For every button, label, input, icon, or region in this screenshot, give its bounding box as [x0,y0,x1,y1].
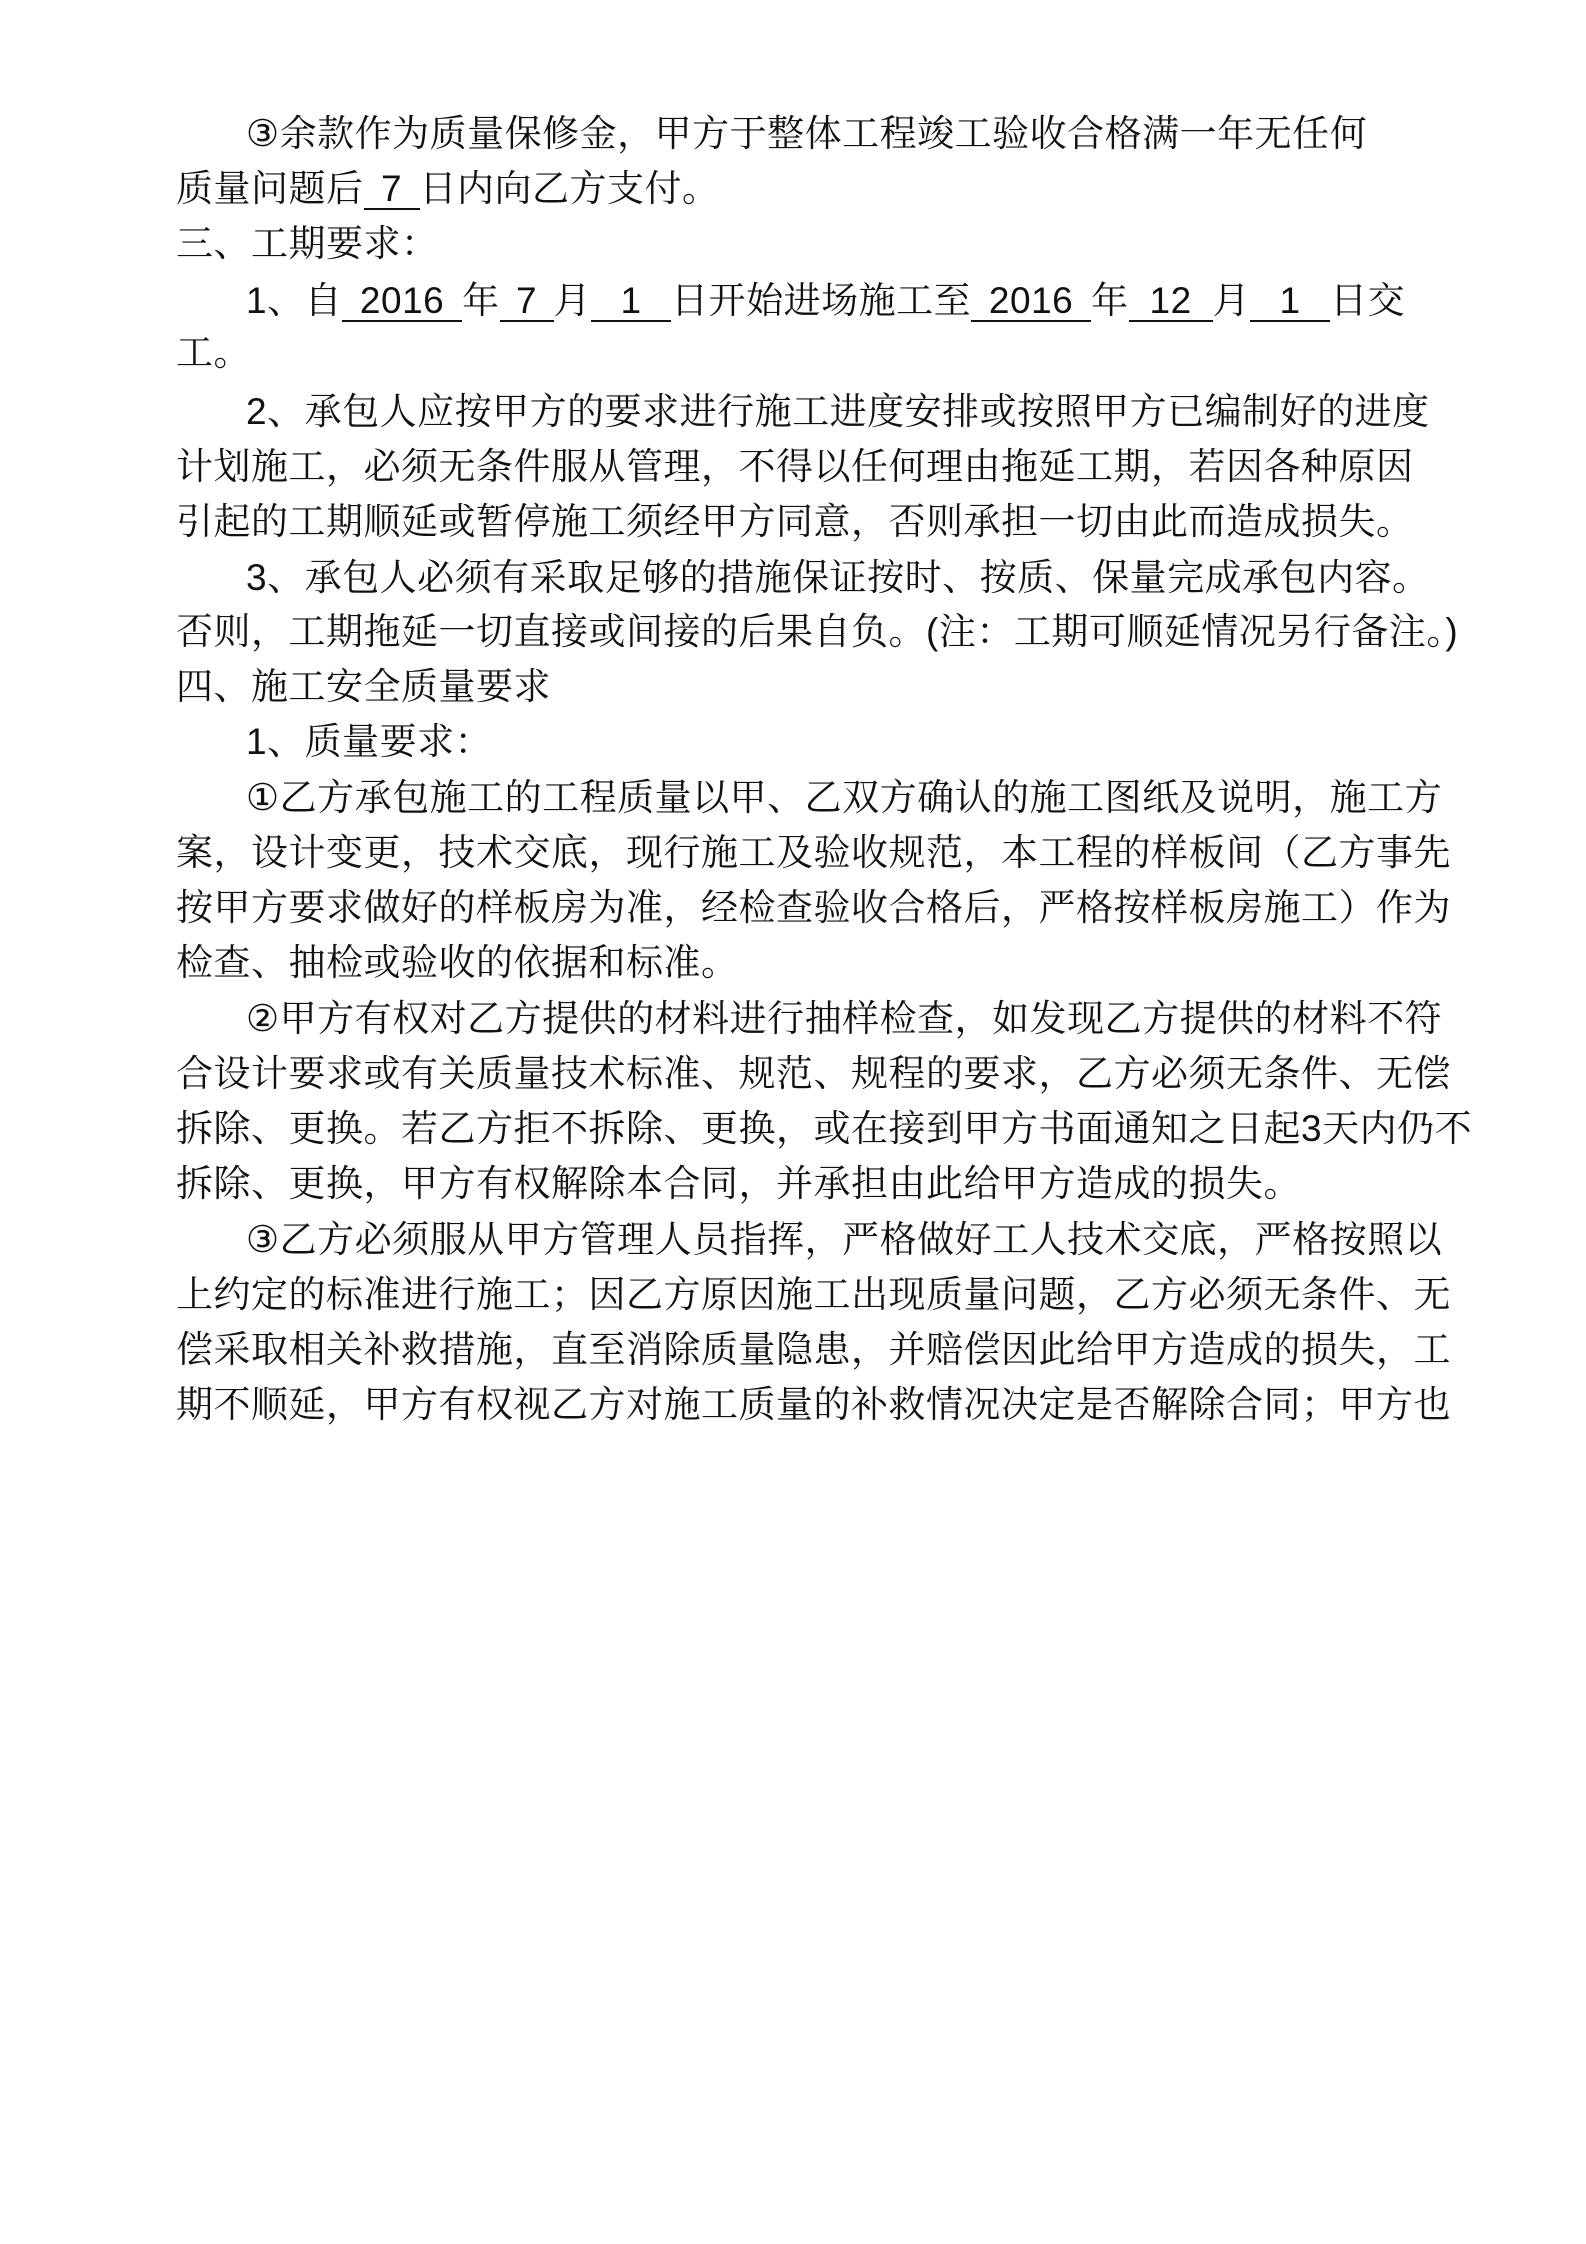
paragraph-line: 合设计要求或有关质量技术标准、规范、规程的要求，乙方必须无条件、无偿 [176,1053,1451,1094]
schedule-text: 年 [1091,280,1129,321]
paragraph-line: 期不顺延，甲方有权视乙方对施工质量的补救情况决定是否解除合同；甲方也 [176,1384,1451,1425]
section-heading: 三、工期要求： [176,223,439,264]
paragraph-line: 检查、抽检或验收的依据和标准。 [176,942,739,983]
paragraph-line: 拆除、更换。若乙方拒不拆除、更换，或在接到甲方书面通知之日起3天内仍不 [176,1108,1473,1149]
end-month-field: 12 [1129,282,1213,322]
paragraph-line: 拆除、更换，甲方有权解除本合同，并承担由此给甲方造成的损失。 [176,1163,1301,1204]
payment-term-text: 质量问题后 [176,168,364,209]
paragraph-line: ③余款作为质量保修金，甲方于整体工程竣工验收合格满一年无任何 [246,113,1368,154]
end-day-field: 1 [1250,282,1330,322]
paragraph-line: 按甲方要求做好的样板房为准，经检查验收合格后，严格按样板房施工）作为 [176,887,1451,928]
subsection-heading: 1、质量要求： [246,721,493,762]
paragraph-line: 案，设计变更，技术交底，现行施工及验收规范，本工程的样板间（乙方事先 [176,832,1451,873]
schedule-text: 月 [1212,280,1251,321]
paragraph-line: ①乙方承包施工的工程质量以甲、乙双方确认的施工图纸及说明，施工方 [246,777,1443,818]
schedule-text: 年 [462,280,500,321]
paragraph-line: ②甲方有权对乙方提供的材料进行抽样检查，如发现乙方提供的材料不符 [246,998,1443,1039]
schedule-text: 日交 [1330,280,1406,321]
payment-term-text: 日内向乙方支付。 [419,168,720,209]
section-heading: 四、施工安全质量要求 [176,666,551,707]
start-day-field: 1 [591,282,671,322]
paragraph-line: ③乙方必须服从甲方管理人员指挥，严格做好工人技术交底，严格按照以 [246,1219,1443,1260]
schedule-text: 1、自 [246,280,343,321]
end-year-field: 2016 [971,282,1091,322]
paragraph-line: 2、承包人应按甲方的要求进行施工进度安排或按照甲方已编制好的进度 [246,391,1430,432]
schedule-text: 日开始进场施工至 [671,280,972,321]
paragraph-line: 工。 [176,332,251,373]
paragraph-line: 计划施工，必须无条件服从管理，不得以任何理由拖延工期，若因各种原因 [176,446,1414,487]
payment-days-field: 7 [364,170,420,210]
paragraph-line: 引起的工期顺延或暂停施工须经甲方同意，否则承担一切由此而造成损失。 [176,501,1414,542]
payment-term-line [176,167,1422,211]
schedule-text: 月 [553,280,592,321]
schedule-line [246,279,1422,323]
start-month-field: 7 [500,282,554,322]
paragraph-line: 否则，工期拖延一切直接或间接的后果自负。(注：工期可顺延情况另行备注。) [176,611,1459,652]
start-year-field: 2016 [342,282,462,322]
paragraph-line: 3、承包人必须有采取足够的措施保证按时、按质、保量完成承包内容。 [246,557,1430,598]
paragraph-line: 偿采取相关补救措施，直至消除质量隐患，并赔偿因此给甲方造成的损失，工 [176,1329,1451,1370]
paragraph-line: 上约定的标准进行施工；因乙方原因施工出现质量问题，乙方必须无条件、无 [176,1274,1451,1315]
